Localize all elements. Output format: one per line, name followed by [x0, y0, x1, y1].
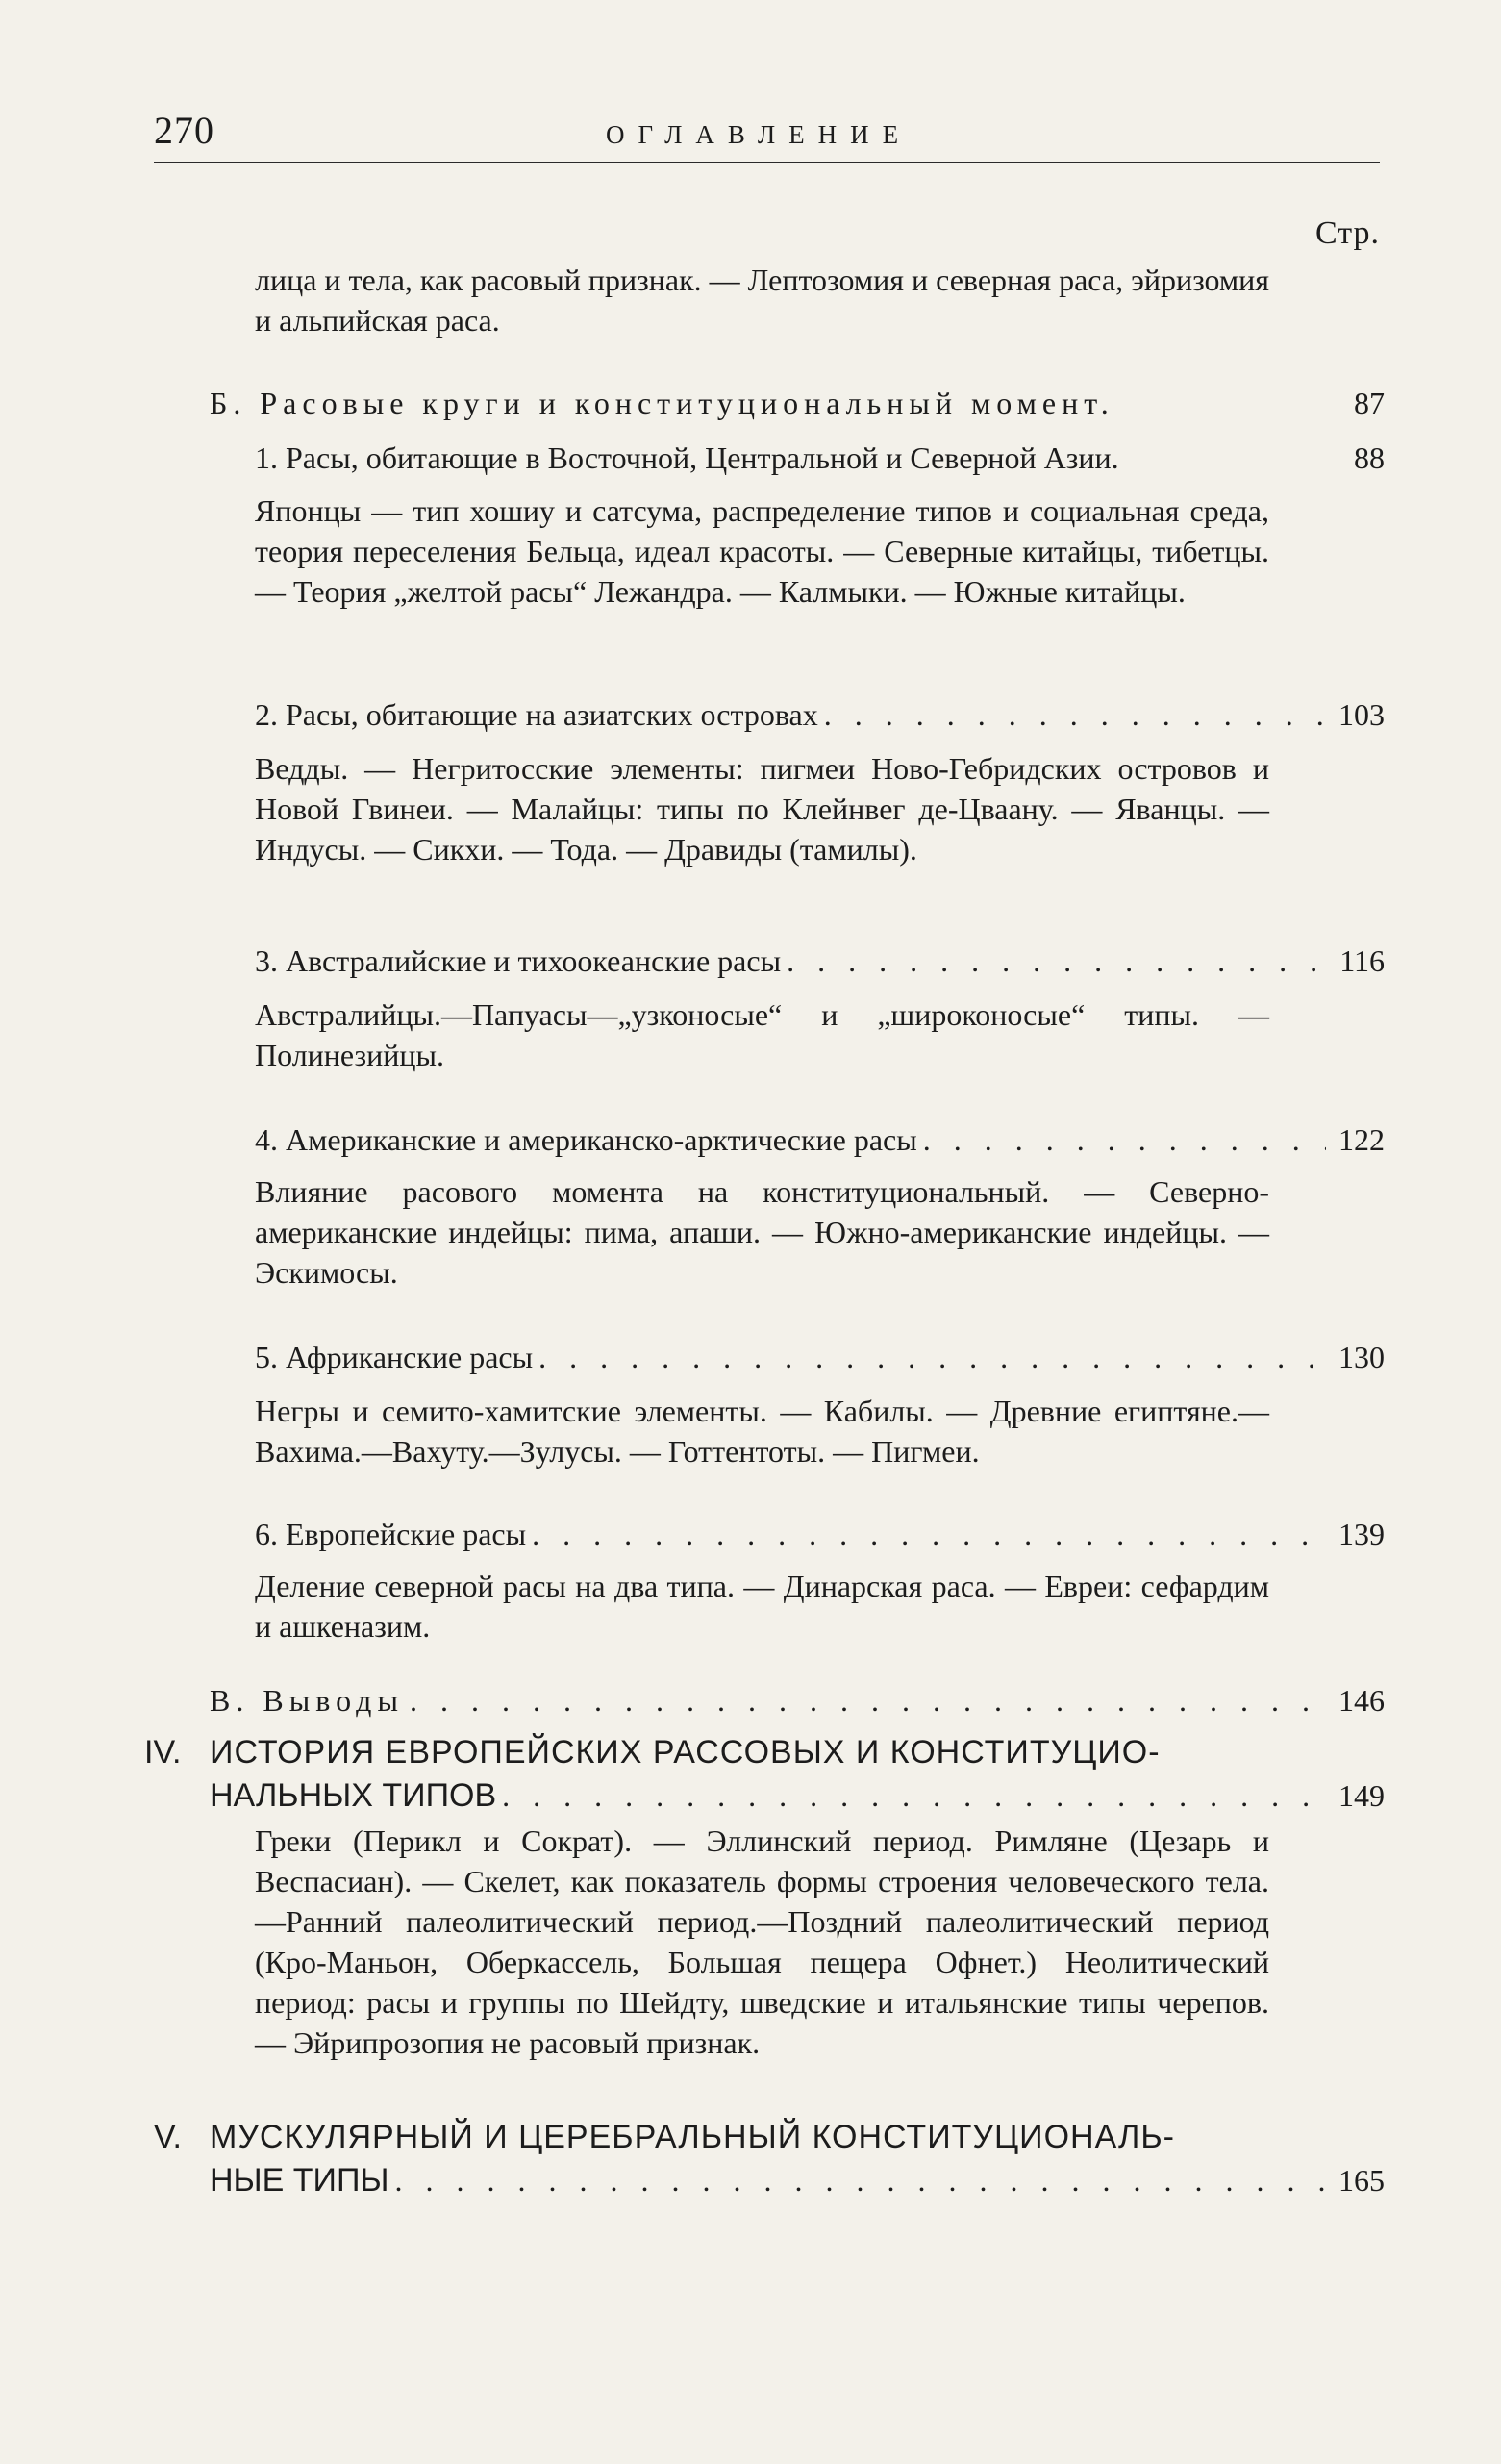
leader-dots [824, 694, 1326, 735]
leader-dots [532, 1514, 1326, 1554]
section-b-label: Б. Расовые круги и конституциональный момент. [210, 386, 1114, 420]
chapter-iv-numeral: IV. [144, 1734, 182, 1771]
chapter-v-title-line1: МУСКУЛЯРНЫЙ И ЦЕРЕБРАЛЬНЫЙ КОНСТИТУЦИОНАЛЬ- [210, 2119, 1175, 2155]
toc-item-6 [255, 1514, 1385, 1554]
intro-continuation: лица и тела, как расовый признак. — Лептозомия и северная раса, эйризомия и альпийская раса. [255, 263, 1269, 338]
toc-item-1-title: 1. Расы, обитающие в Восточной, Центральной и Северной Азии. [255, 440, 1119, 475]
toc-item-5-desc: Негры и семито-хамитские элементы. — Кабилы. — Древние египтяне.—Вахима.—Вахуту.—Зулусы. — Готтентоты. — Пигмеи. [255, 1394, 1269, 1469]
page-number: 270 [154, 109, 214, 152]
toc-item-2-page: 103 [1338, 697, 1385, 732]
chapter-iv-desc: Греки (Перикл и Сократ). — Эллинский период. Римляне (Цезарь и Веспасиан). — Скелет, как показатель формы строения человеческого тела.—Ранний палеолитический период.—Поздний палеолитический период (Кро-Маньон, Оберкассель, Большая пещера Офнет.) Неолитический период: расы и группы по Шейдту, шведские и итальянские типы черепов. — Эйрипрозопия не расовый признак. [255, 1823, 1269, 2060]
toc-item-3-page: 116 [1339, 943, 1385, 978]
toc-item-2-title: 2. Расы, обитающие на азиатских островах [255, 697, 818, 732]
section-b-page: 87 [1354, 386, 1385, 420]
section-v-label: В. Выводы [210, 1683, 404, 1718]
toc-item-2 [255, 694, 1385, 735]
leader-dots [923, 1119, 1326, 1160]
toc-item-6-page: 139 [1338, 1517, 1385, 1551]
toc-item-6-desc: Деление северной расы на два типа. — Динарская раса. — Евреи: сефардим и ашкеназим. [255, 1569, 1269, 1644]
toc-item-3-desc: Австралийцы.—Папуасы—„узконосые“ и „широконосые“ типы. — Полинезийцы. [255, 997, 1269, 1072]
chapter-v-title-line2: НЫЕ ТИПЫ [210, 2162, 389, 2199]
chapter-iv-title-line2: НАЛЬНЫХ ТИПОВ [210, 1777, 497, 1814]
toc-item-3 [255, 941, 1385, 981]
running-head-title: ОГЛАВЛЕНИЕ [606, 120, 913, 149]
toc-item-4-desc: Влияние расового момента на конституциональный. — Северно-американские индейцы: пима, апаши. — Южно-американские индейцы. — Эскимосы. [255, 1174, 1269, 1290]
header-rule [154, 162, 1380, 163]
toc-item-1-page: 88 [1354, 440, 1385, 475]
chapter-iv-page: 149 [1338, 1778, 1385, 1813]
section-b-entry [210, 383, 1385, 423]
chapter-v-numeral: V. [154, 2119, 183, 2155]
leader-dots [410, 1680, 1326, 1721]
chapter-iv-title-line1: ИСТОРИЯ ЕВРОПЕЙСКИХ РАССОВЫХ И КОНСТИТУЦИО- [210, 1734, 1161, 1771]
toc-item-6-title: 6. Европейские расы [255, 1517, 527, 1551]
leader-dots [787, 941, 1326, 981]
section-v-entry [210, 1680, 1385, 1721]
leader-dots [395, 2160, 1326, 2200]
toc-item-4-title: 4. Американские и американско-арктические расы [255, 1122, 917, 1157]
section-v-page: 146 [1338, 1683, 1385, 1718]
chapter-iv-entry [210, 1775, 1385, 1816]
chapter-v-page: 165 [1338, 2163, 1385, 2198]
toc-item-3-title: 3. Австралийские и тихоокеанские расы [255, 943, 782, 978]
toc-item-1 [255, 438, 1385, 478]
toc-item-1-desc: Японцы — тип хошиу и сатсума, распределение типов и социальная среда, теория переселения Бельца, идеал красоты. — Северные китайцы, тибетцы. — Теория „желтой расы“ Лежандра. — Калмыки. — Южные китайцы. [255, 493, 1269, 609]
toc-item-5 [255, 1337, 1385, 1377]
chapter-v-entry [210, 2160, 1385, 2200]
toc-item-4-page: 122 [1338, 1122, 1385, 1157]
leader-dots [538, 1337, 1326, 1377]
toc-item-5-page: 130 [1338, 1340, 1385, 1374]
toc-item-5-title: 5. Африканские расы [255, 1340, 534, 1374]
toc-item-2-desc: Ведды. — Негритосские элементы: пигмеи Ново-Гебридских островов и Новой Гвинеи. — Малайцы: типы по Клейнвег де-Цваану. — Яванцы. — Индусы. — Сикхи. — Тода. — Дравиды (тамилы). [255, 751, 1269, 867]
page-column-label: Стр. [1315, 215, 1381, 251]
toc-item-4 [255, 1119, 1385, 1160]
leader-dots [502, 1775, 1326, 1816]
